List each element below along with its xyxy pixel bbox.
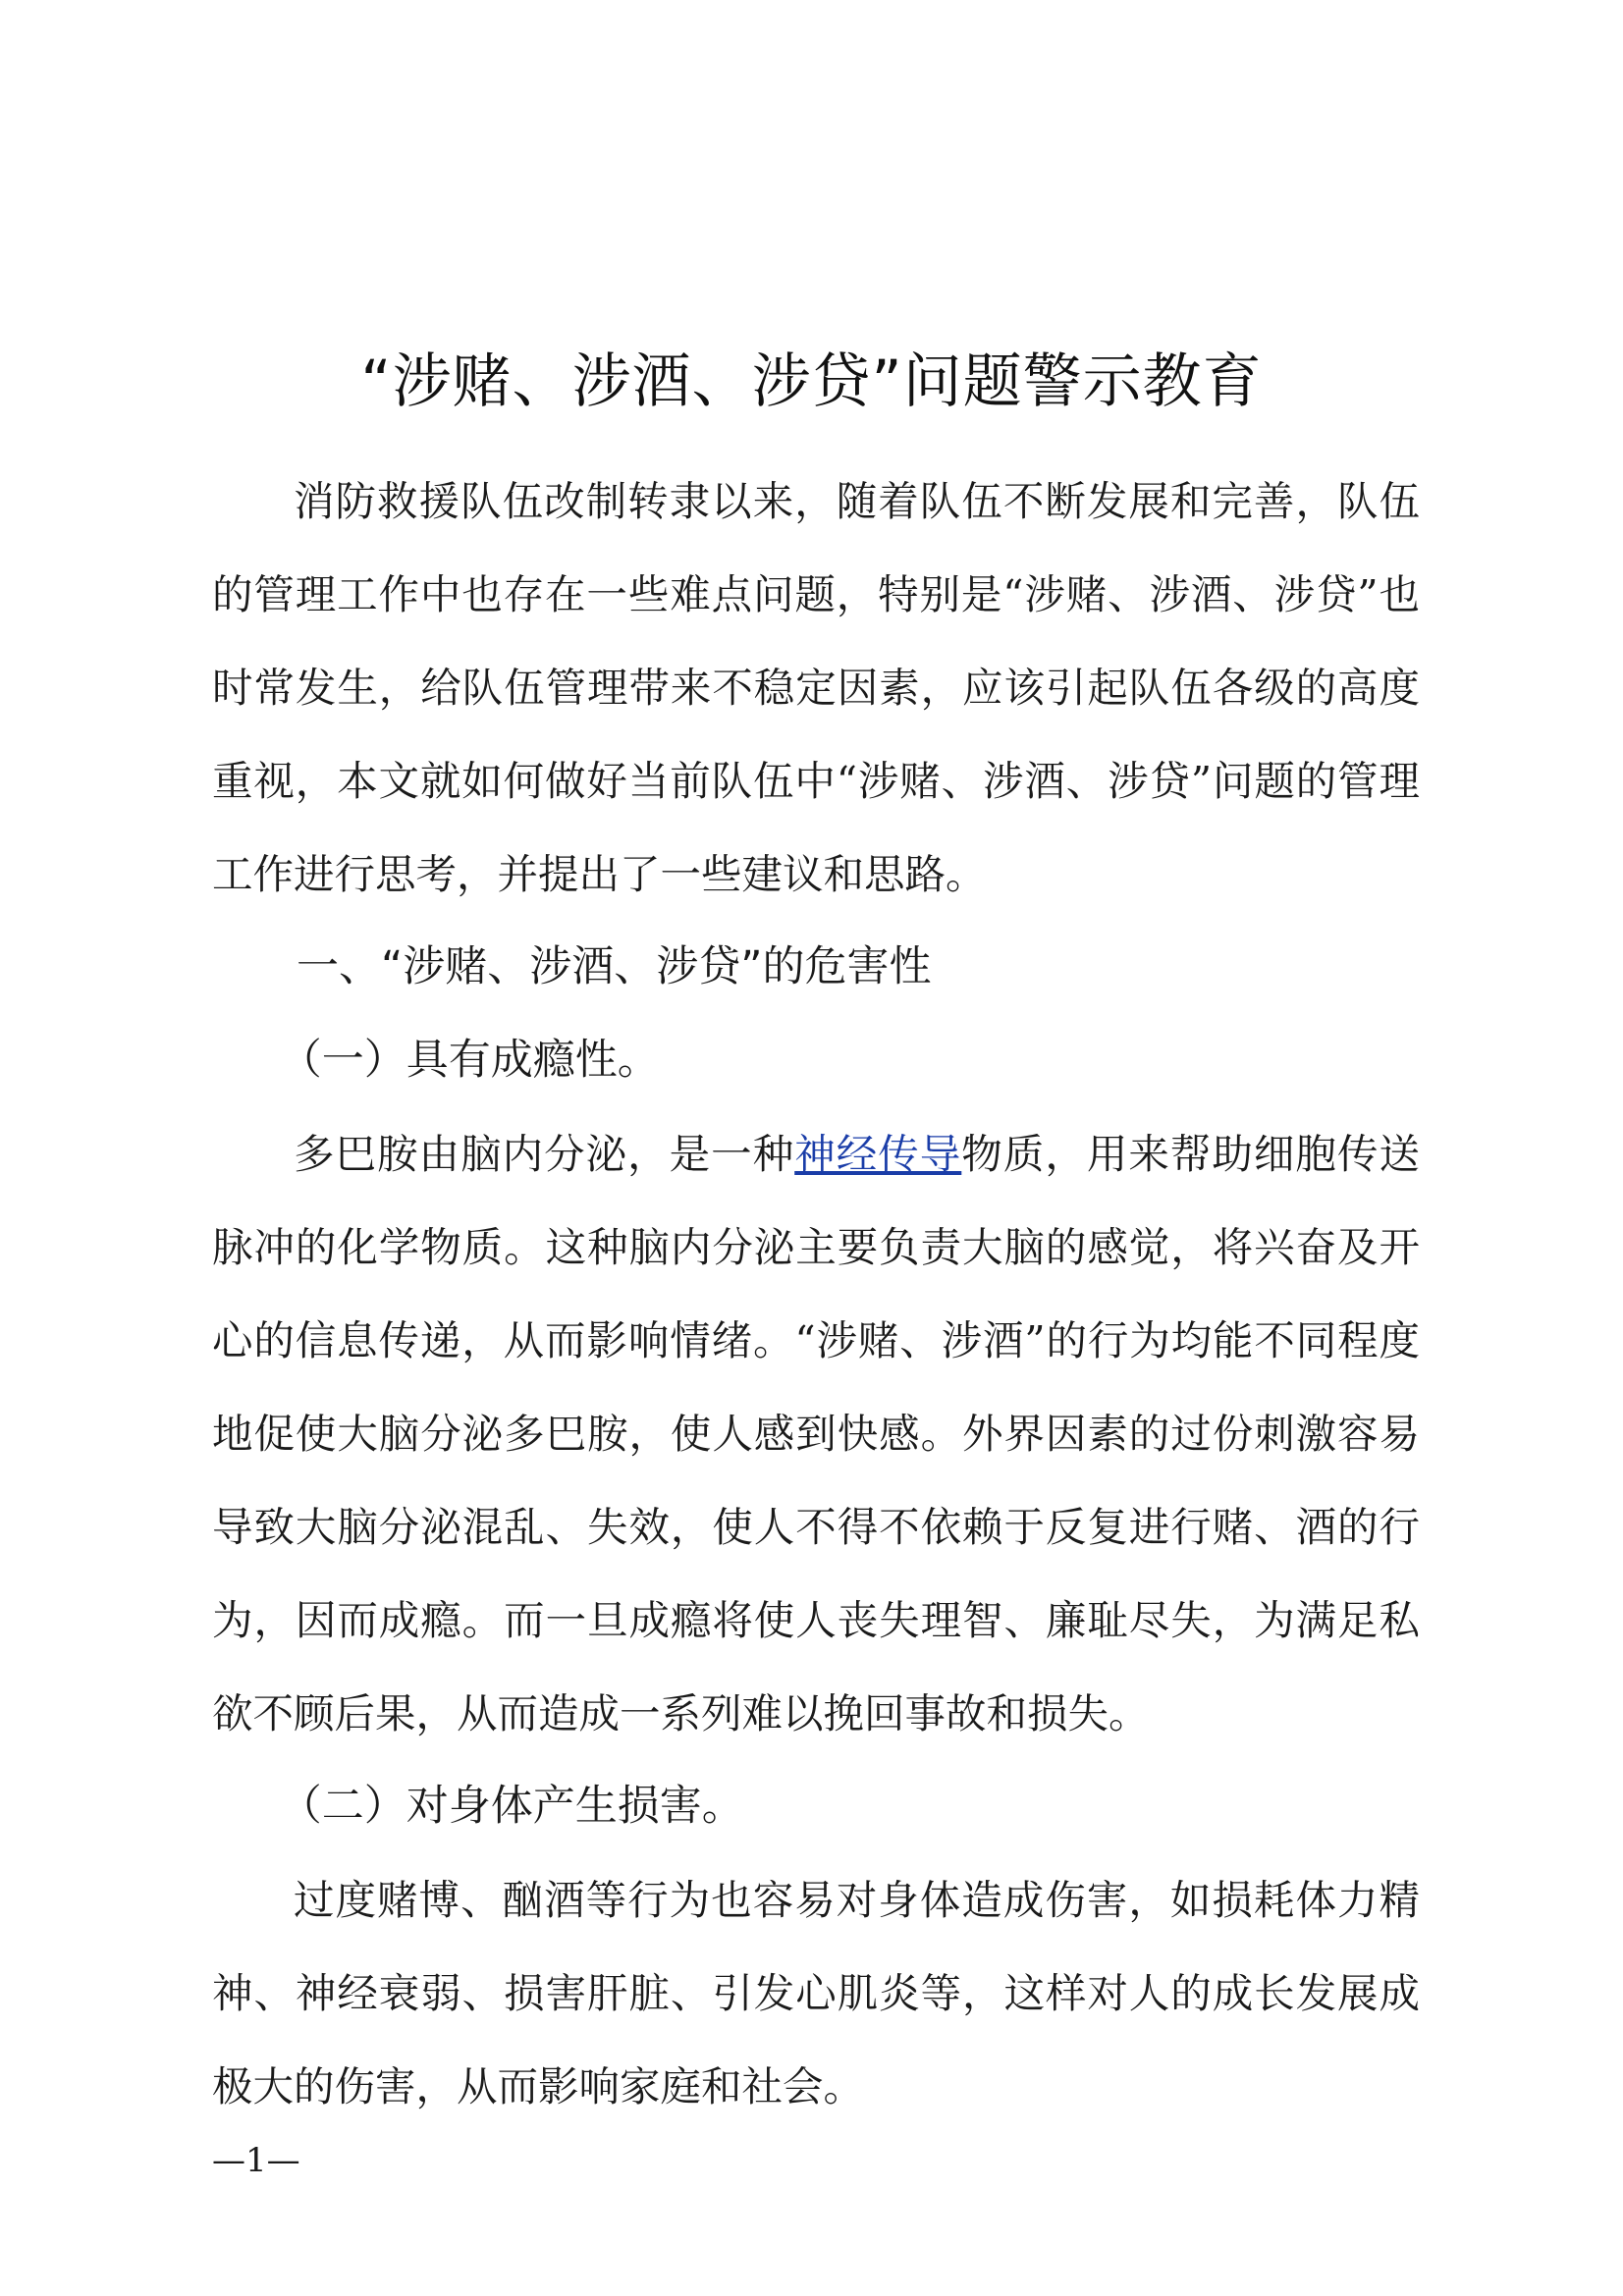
paragraph-text-start: 多巴胺由脑内分泌，是一种 bbox=[294, 1130, 795, 1178]
neurotransmission-link[interactable]: 神经传导 bbox=[794, 1130, 962, 1178]
paragraph-text-rest: 物质，用来帮助细胞传送脉冲的化学物质。这种脑内分泌主要负责大脑的感觉，将兴奋及开心的信息传递，从而影响情绪。“涉赌、涉酒”的行为均能不同程度地促使大脑分泌多巴胺，使人感到快感。外界因素的过份刺激容易导致大脑分泌混乱、失效，使人不得不依赖于反复进行赌、酒的行为，因而成瘾。而一旦成瘾将使人丧失理智、廉耻尽失，为满足私欲不顾后果，从而造成一系列难以挽回事故和损失。 bbox=[212, 1130, 1420, 1737]
page-number: —1— bbox=[212, 2141, 300, 2180]
subsection-2-paragraph: 过度赌博、酗酒等行为也容易对身体造成伤害，如损耗体力精神、神经衰弱、损害肝脏、引发心肌炎等，这样对人的成长发展成极大的伤害，从而影响家庭和社会。 bbox=[212, 1876, 1420, 2110]
section-1-heading: 一、“涉赌、涉酒、涉贷”的危害性 bbox=[297, 942, 932, 991]
intro-paragraph: 消防救援队伍改制转隶以来，随着队伍不断发展和完善，队伍的管理工作中也存在一些难点问题，特别是“涉赌、涉酒、涉贷”也时常发生，给队伍管理带来不稳定因素，应该引起队伍各级的高度重视，本文就如何做好当前队伍中“涉赌、涉酒、涉贷”问题的管理工作进行思考，并提出了一些建议和思路。 bbox=[212, 477, 1420, 898]
document-title: “涉赌、涉酒、涉贷”问题警示教育 bbox=[360, 347, 1263, 416]
document-body bbox=[212, 454, 1420, 2133]
subsection-1-paragraph bbox=[212, 1107, 1420, 1760]
subsection-1-heading: （一）具有成瘾性。 bbox=[279, 1036, 660, 1085]
subsection-2-heading: （二）对身体产生损害。 bbox=[279, 1782, 744, 1831]
